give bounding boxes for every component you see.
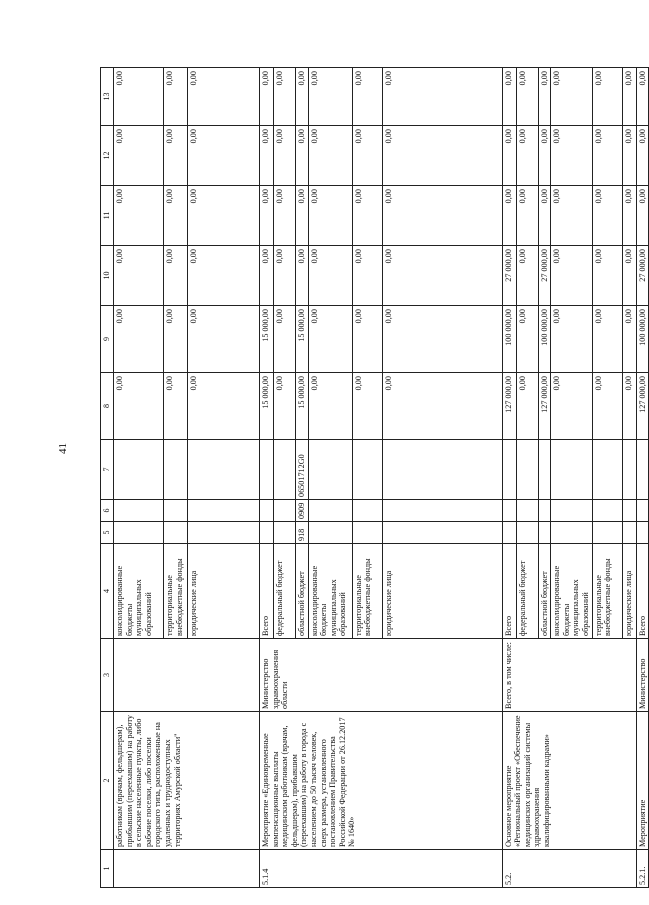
amount-v10: 0,00 — [622, 246, 636, 306]
amount-v11: 0,00 — [164, 186, 188, 246]
executor — [114, 639, 260, 712]
code-rzpr — [516, 500, 538, 522]
header-cell: 11 — [101, 186, 114, 246]
header-cell: 1 — [101, 850, 114, 888]
amount-v12: 0,00 — [592, 126, 622, 186]
amount-v8: 127 000,00 — [636, 373, 649, 440]
page-number: 41 — [57, 443, 69, 454]
amount-v9: 0,00 — [592, 306, 622, 373]
amount-v10: 0,00 — [114, 246, 164, 306]
amount-v13: 0,00 — [260, 68, 274, 126]
amount-v8: 15 000,00 — [260, 373, 274, 440]
amount-v11: 0,00 — [352, 186, 382, 246]
amount-v8: 0,00 — [188, 373, 260, 440]
amount-v12: 0,00 — [164, 126, 188, 186]
amount-v13: 0,00 — [114, 68, 164, 126]
amount-v13: 0,00 — [592, 68, 622, 126]
amount-v12: 0,00 — [308, 126, 352, 186]
code-csr — [551, 440, 592, 500]
amount-v13: 0,00 — [274, 68, 296, 126]
amount-v10: 27 000,00 — [538, 246, 551, 306]
code-csr — [308, 440, 352, 500]
amount-v8: 0,00 — [352, 373, 382, 440]
amount-v8: 0,00 — [622, 373, 636, 440]
amount-v8: 127 000,00 — [538, 373, 551, 440]
amount-v8: 0,00 — [308, 373, 352, 440]
table-row — [260, 68, 274, 888]
funding-source: Всего — [636, 544, 649, 639]
code-csr — [622, 440, 636, 500]
code-grbs — [352, 522, 382, 544]
code-grbs — [516, 522, 538, 544]
amount-v9: 100 000,00 — [636, 306, 649, 373]
item-name: Основное мероприятие «Региональный проект «Обеспечение медицинских организаций системы здравоохранения квалифицированными кадрами» — [502, 712, 636, 850]
code-csr — [188, 440, 260, 500]
header-cell: 6 — [101, 500, 114, 522]
code-csr — [502, 440, 516, 500]
amount-v10: 27 000,00 — [636, 246, 649, 306]
code-csr — [636, 440, 649, 500]
amount-v9: 100 000,00 — [502, 306, 516, 373]
amount-v13: 0,00 — [382, 68, 502, 126]
code-csr — [382, 440, 502, 500]
code-rzpr — [622, 500, 636, 522]
funding-source: территориальные внебюджетные фонды — [352, 544, 382, 639]
amount-v12: 0,00 — [188, 126, 260, 186]
amount-v13: 0,00 — [352, 68, 382, 126]
code-grbs — [622, 522, 636, 544]
header-cell: 2 — [101, 712, 114, 850]
code-grbs — [260, 522, 274, 544]
amount-v12: 0,00 — [502, 126, 516, 186]
amount-v11: 0,00 — [382, 186, 502, 246]
amount-v12: 0,00 — [636, 126, 649, 186]
code-rzpr — [551, 500, 592, 522]
executor: Всего, в том числе: — [502, 639, 636, 712]
funding-source: областной бюджет — [538, 544, 551, 639]
code-rzpr — [502, 500, 516, 522]
amount-v10: 0,00 — [274, 246, 296, 306]
budget-table — [100, 67, 649, 888]
amount-v9: 15 000,00 — [296, 306, 309, 373]
amount-v12: 0,00 — [382, 126, 502, 186]
code-csr — [516, 440, 538, 500]
amount-v11: 0,00 — [636, 186, 649, 246]
code-csr — [260, 440, 274, 500]
funding-source: консолидированные бюджеты муниципальных образований — [114, 544, 164, 639]
amount-v12: 0,00 — [538, 126, 551, 186]
amount-v9: 0,00 — [188, 306, 260, 373]
header-cell: 7 — [101, 440, 114, 500]
amount-v8: 0,00 — [114, 373, 164, 440]
funding-source: консолидированные бюджеты муниципальных образований — [308, 544, 352, 639]
amount-v13: 0,00 — [516, 68, 538, 126]
amount-v10: 0,00 — [516, 246, 538, 306]
amount-v10: 0,00 — [308, 246, 352, 306]
code-csr: 06501712G0 — [296, 440, 309, 500]
funding-source: юридические лица — [188, 544, 260, 639]
executor: Министерство здравоохранения области — [260, 639, 503, 712]
code-grbs — [551, 522, 592, 544]
amount-v13: 0,00 — [502, 68, 516, 126]
amount-v11: 0,00 — [622, 186, 636, 246]
amount-v8: 127 000,00 — [502, 373, 516, 440]
amount-v8: 0,00 — [516, 373, 538, 440]
amount-v10: 0,00 — [260, 246, 274, 306]
item-name: Мероприятие «Единовременные компенсационные выплаты медицинским работникам (врачам, фельдшерам), прибывшим (переехавшим) на работу в города с населением до 50 тысяч человек, сверх размера, установленного постановлением Правительства Российской Федерации от 26.12.2017 № 1640» — [260, 712, 503, 850]
code-grbs — [538, 522, 551, 544]
amount-v12: 0,00 — [296, 126, 309, 186]
code-rzpr — [164, 500, 188, 522]
amount-v12: 0,00 — [274, 126, 296, 186]
code-rzpr — [260, 500, 274, 522]
header-cell: 3 — [101, 639, 114, 712]
code-grbs — [502, 522, 516, 544]
amount-v13: 0,00 — [308, 68, 352, 126]
code-csr — [592, 440, 622, 500]
amount-v9: 0,00 — [308, 306, 352, 373]
code-rzpr — [114, 500, 164, 522]
funding-source: федеральный бюджет — [516, 544, 538, 639]
amount-v12: 0,00 — [352, 126, 382, 186]
amount-v8: 0,00 — [382, 373, 502, 440]
amount-v11: 0,00 — [551, 186, 592, 246]
code-rzpr — [188, 500, 260, 522]
code-grbs — [164, 522, 188, 544]
amount-v9: 0,00 — [274, 306, 296, 373]
item-number: 5.2. — [502, 850, 636, 888]
header-row — [101, 68, 114, 888]
amount-v9: 0,00 — [352, 306, 382, 373]
header-cell: 4 — [101, 544, 114, 639]
code-rzpr — [592, 500, 622, 522]
amount-v12: 0,00 — [516, 126, 538, 186]
code-rzpr — [352, 500, 382, 522]
amount-v11: 0,00 — [516, 186, 538, 246]
amount-v10: 0,00 — [551, 246, 592, 306]
budget-table-rotated — [100, 68, 647, 888]
amount-v12: 0,00 — [551, 126, 592, 186]
amount-v13: 0,00 — [164, 68, 188, 126]
amount-v11: 0,00 — [114, 186, 164, 246]
amount-v13: 0,00 — [188, 68, 260, 126]
amount-v12: 0,00 — [622, 126, 636, 186]
amount-v10: 0,00 — [164, 246, 188, 306]
amount-v10: 0,00 — [188, 246, 260, 306]
funding-source: федеральный бюджет — [274, 544, 296, 639]
item-number — [114, 850, 260, 888]
header-cell: 9 — [101, 306, 114, 373]
amount-v11: 0,00 — [502, 186, 516, 246]
funding-source: юридические лица — [382, 544, 502, 639]
amount-v12: 0,00 — [260, 126, 274, 186]
header-cell: 12 — [101, 126, 114, 186]
amount-v13: 0,00 — [622, 68, 636, 126]
table-row — [114, 68, 164, 888]
item-name: Мероприятие — [636, 712, 649, 850]
amount-v8: 15 000,00 — [296, 373, 309, 440]
code-csr — [352, 440, 382, 500]
table-row — [636, 68, 649, 888]
item-number: 5.1.4 — [260, 850, 503, 888]
amount-v13: 0,00 — [636, 68, 649, 126]
item-number: 5.2.1. — [636, 850, 649, 888]
amount-v11: 0,00 — [274, 186, 296, 246]
code-grbs — [382, 522, 502, 544]
amount-v10: 27 000,00 — [502, 246, 516, 306]
header-cell: 10 — [101, 246, 114, 306]
funding-source: консолидированные бюджеты муниципальных образований — [551, 544, 592, 639]
code-rzpr — [274, 500, 296, 522]
amount-v11: 0,00 — [538, 186, 551, 246]
amount-v11: 0,00 — [296, 186, 309, 246]
header-cell: 13 — [101, 68, 114, 126]
amount-v9: 0,00 — [164, 306, 188, 373]
item-name: работникам (врачам, фельдшерам), прибывшим (переехавшим) на работу в сельские населенные пункты, либо рабочие поселки, либо поселки городского типа, расположенные на удаленных и труднодоступных территориях Амурской области" — [114, 712, 260, 850]
amount-v9: 0,00 — [516, 306, 538, 373]
amount-v11: 0,00 — [592, 186, 622, 246]
code-grbs — [636, 522, 649, 544]
amount-v10: 0,00 — [352, 246, 382, 306]
code-rzpr: 0909 — [296, 500, 309, 522]
code-rzpr — [636, 500, 649, 522]
code-grbs: 918 — [296, 522, 309, 544]
amount-v9: 0,00 — [551, 306, 592, 373]
code-csr — [114, 440, 164, 500]
code-grbs — [274, 522, 296, 544]
header-cell: 5 — [101, 522, 114, 544]
executor: Министерство — [636, 639, 649, 712]
code-grbs — [114, 522, 164, 544]
amount-v13: 0,00 — [296, 68, 309, 126]
amount-v11: 0,00 — [260, 186, 274, 246]
funding-source: Всего — [502, 544, 516, 639]
amount-v11: 0,00 — [308, 186, 352, 246]
code-csr — [274, 440, 296, 500]
amount-v10: 0,00 — [592, 246, 622, 306]
amount-v8: 0,00 — [592, 373, 622, 440]
amount-v12: 0,00 — [114, 126, 164, 186]
amount-v9: 0,00 — [622, 306, 636, 373]
code-grbs — [308, 522, 352, 544]
code-csr — [538, 440, 551, 500]
funding-source: территориальные внебюджетные фонды — [164, 544, 188, 639]
code-csr — [164, 440, 188, 500]
table-row — [502, 68, 516, 888]
amount-v10: 0,00 — [296, 246, 309, 306]
amount-v9: 0,00 — [114, 306, 164, 373]
funding-source: территориальные внебюджетные фонды — [592, 544, 622, 639]
code-grbs — [592, 522, 622, 544]
amount-v8: 0,00 — [274, 373, 296, 440]
code-rzpr — [538, 500, 551, 522]
amount-v9: 100 000,00 — [538, 306, 551, 373]
amount-v8: 0,00 — [164, 373, 188, 440]
header-cell: 8 — [101, 373, 114, 440]
code-rzpr — [308, 500, 352, 522]
funding-source: юридические лица — [622, 544, 636, 639]
code-grbs — [188, 522, 260, 544]
amount-v10: 0,00 — [382, 246, 502, 306]
amount-v8: 0,00 — [551, 373, 592, 440]
amount-v13: 0,00 — [551, 68, 592, 126]
amount-v9: 15 000,00 — [260, 306, 274, 373]
amount-v13: 0,00 — [538, 68, 551, 126]
funding-source: Всего — [260, 544, 274, 639]
amount-v9: 0,00 — [382, 306, 502, 373]
amount-v11: 0,00 — [188, 186, 260, 246]
code-rzpr — [382, 500, 502, 522]
funding-source: областной бюджет — [296, 544, 309, 639]
